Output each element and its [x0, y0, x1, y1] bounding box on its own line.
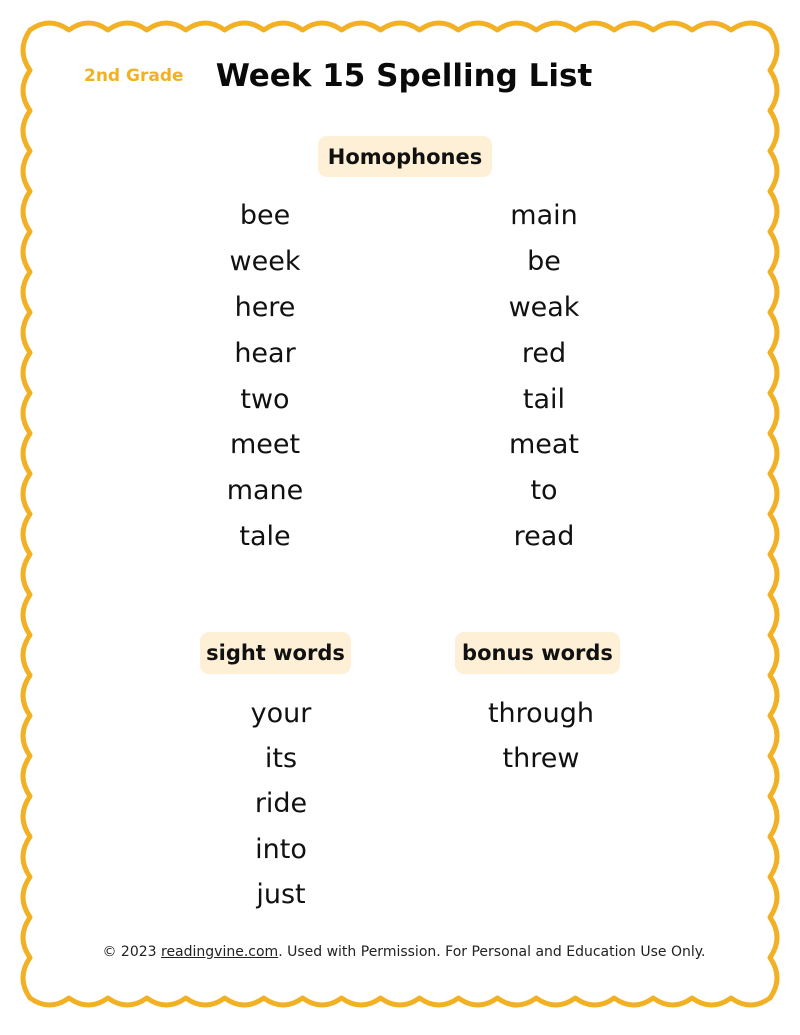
sight-word: your: [250, 698, 312, 729]
spelling-word: be: [527, 245, 561, 277]
spelling-word: meet: [229, 429, 301, 461]
spelling-word: tale: [239, 521, 291, 553]
spelling-word: bee: [239, 200, 291, 231]
spelling-word: to: [530, 475, 558, 507]
copyright-footer: [0, 944, 800, 960]
spelling-word: weak: [508, 291, 580, 323]
sight-word: just: [256, 878, 306, 910]
copyright-suffix: . Used with Permission. For Personal and Education Use Only.: [278, 944, 706, 960]
sight-words-heading: sight words: [200, 632, 351, 674]
spelling-word: two: [240, 383, 290, 415]
spelling-word: hear: [234, 337, 296, 369]
spelling-word: red: [521, 337, 567, 369]
sight-word: into: [255, 833, 307, 865]
sight-word: its: [264, 743, 298, 775]
bonus-word: threw: [502, 743, 580, 775]
spelling-word: here: [234, 291, 296, 323]
bonus-word: through: [487, 698, 595, 729]
spelling-word: week: [229, 245, 301, 277]
homophones-left-column: [165, 195, 365, 562]
sight-words-column: [181, 693, 381, 919]
spelling-word: main: [510, 200, 578, 231]
spelling-word: meat: [508, 429, 580, 461]
bonus-words-column: [441, 693, 641, 783]
copyright-prefix: © 2023: [102, 944, 161, 960]
site-link[interactable]: readingvine.com: [161, 944, 279, 960]
homophones-right-column: [444, 195, 644, 562]
sight-word: ride: [254, 788, 308, 820]
spelling-word: tail: [522, 383, 566, 415]
homophones-heading: Homophones: [318, 136, 492, 177]
bonus-words-heading: bonus words: [455, 632, 620, 674]
grade-label: 2nd Grade: [84, 66, 184, 86]
page-title: Week 15 Spelling List: [215, 58, 593, 94]
spelling-word: read: [513, 521, 575, 553]
spelling-word: mane: [226, 475, 304, 507]
